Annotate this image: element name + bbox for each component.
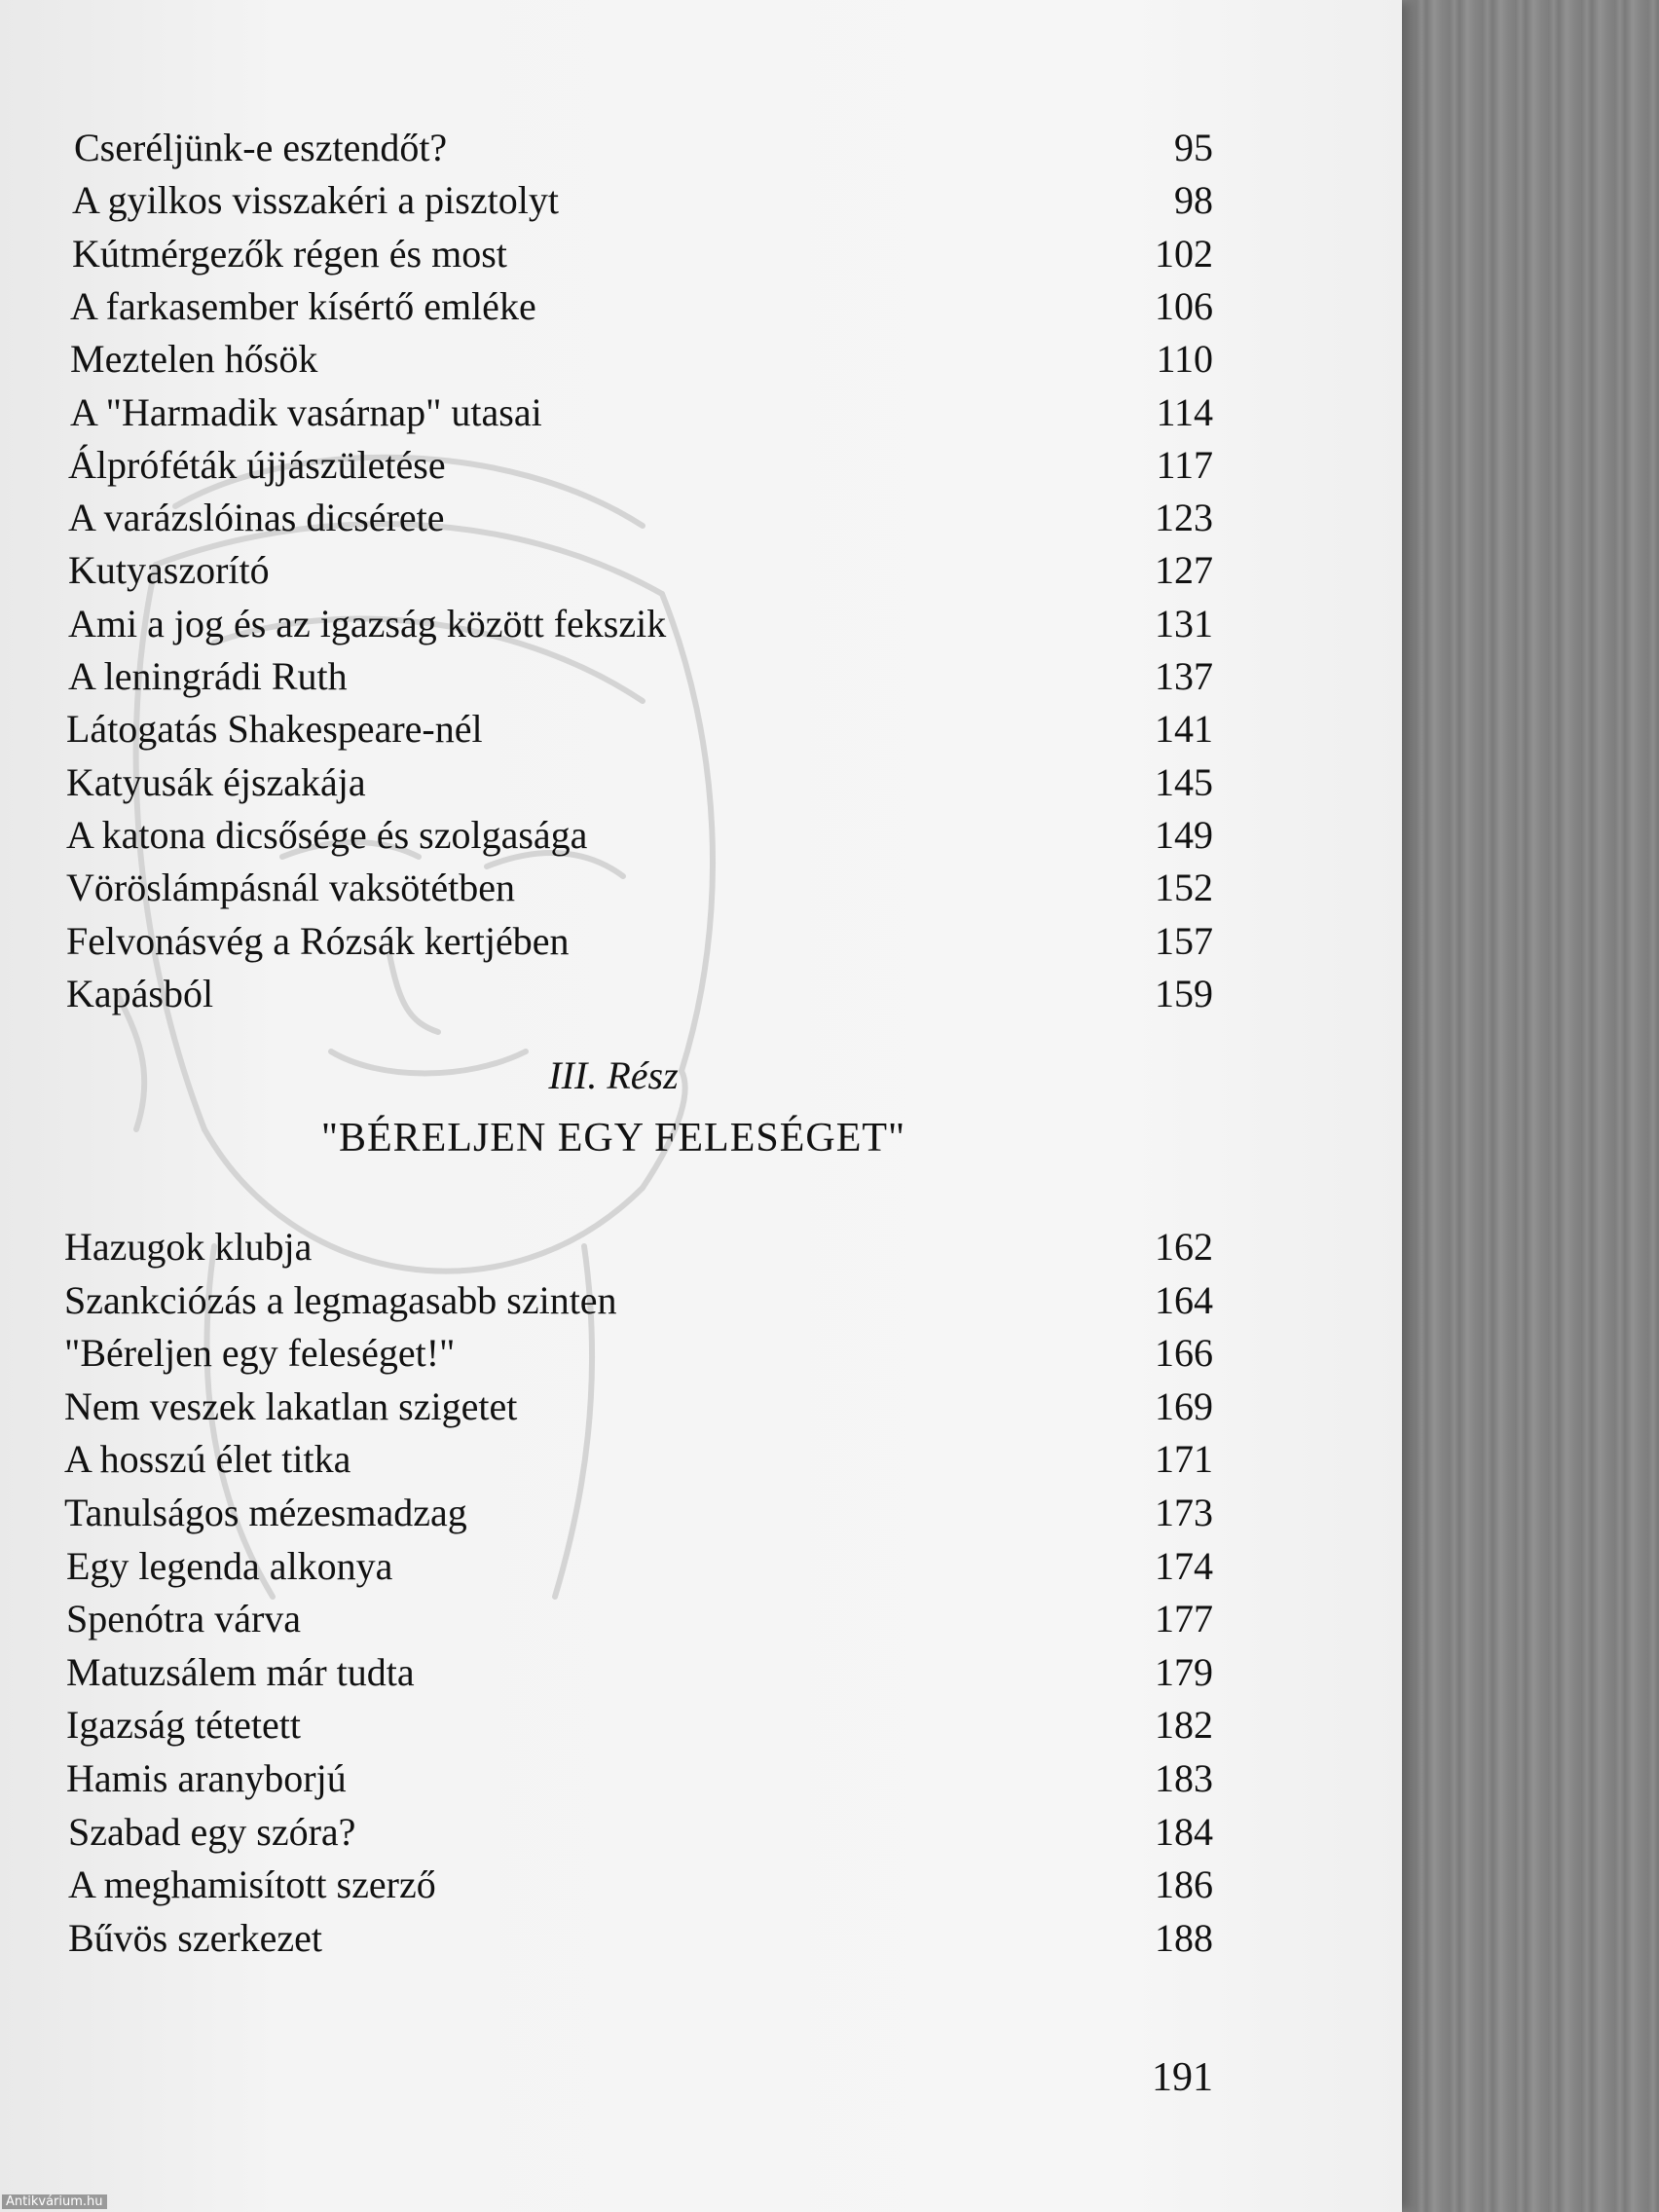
toc-entry-page-number: 171 (1155, 1437, 1213, 1482)
toc-entry-title: A meghamisított szerző (68, 1862, 436, 1907)
toc-entry (0, 1755, 1402, 1808)
toc-entry (0, 1224, 1402, 1276)
toc-entry-title: Egy legenda alkonya (66, 1543, 393, 1588)
toc-entry (0, 812, 1402, 865)
toc-entry (0, 283, 1402, 336)
toc-entry-page-number: 188 (1155, 1915, 1213, 1960)
toc-entry-page-number: 183 (1155, 1756, 1213, 1800)
toc-entry (0, 442, 1402, 495)
toc-entry (0, 971, 1402, 1023)
toc-entry (0, 336, 1402, 388)
toc-entry (0, 759, 1402, 812)
toc-entry-title: Spenótra várva (66, 1597, 302, 1641)
toc-entry (0, 918, 1402, 971)
toc-entry-title: Szankciózás a legmagasabb szinten (64, 1277, 617, 1322)
toc-entry-page-number: 102 (1155, 231, 1213, 276)
toc-entry-title: Kutyaszorító (68, 548, 270, 593)
toc-entry (0, 1436, 1402, 1489)
toc-entry-page-number: 95 (1174, 126, 1213, 169)
toc-entry-title: "Béreljen egy feleséget!" (64, 1331, 456, 1376)
toc-entry-page-number: 123 (1155, 496, 1213, 540)
toc-entry-page-number: 114 (1156, 389, 1213, 434)
toc-entry-title: Katyusák éjszakája (66, 759, 366, 804)
toc-entry (0, 1277, 1402, 1330)
toc-entry (0, 1702, 1402, 1754)
toc-entry (0, 1809, 1402, 1862)
toc-entry-page-number: 159 (1155, 971, 1213, 1015)
toc-entry-page-number: 169 (1155, 1383, 1213, 1428)
toc-entry-page-number: 177 (1155, 1597, 1213, 1641)
toc-entry-title: A varázslóinas dicsérete (68, 496, 445, 540)
toc-entry (0, 1649, 1402, 1702)
toc-entry (0, 125, 1402, 177)
toc-entry-page-number: 98 (1174, 178, 1213, 223)
toc-entry (0, 231, 1402, 283)
page-folio: 191 (1152, 2055, 1213, 2100)
watermark: Antikvárium.hu (2, 2194, 107, 2209)
toc-entry-page-number: 117 (1156, 442, 1213, 487)
toc-entry-title: Hazugok klubja (64, 1225, 313, 1269)
toc-entry-page-number: 149 (1155, 812, 1213, 857)
toc-entry-page-number: 152 (1155, 866, 1213, 910)
toc-entry (0, 1862, 1402, 1914)
toc-entry-title: Bűvös szerkezet (68, 1915, 323, 1960)
toc-entry-title: Matuzsálem már tudta (66, 1649, 415, 1694)
part-title: "BÉRELJEN EGY FELESÉGET" (320, 1116, 906, 1161)
toc-entry (0, 601, 1402, 653)
toc-entry-title: Igazság tétetett (66, 1703, 301, 1748)
toc-entry-title: Kútmérgezők régen és most (72, 231, 507, 276)
toc-entry-page-number: 106 (1155, 283, 1213, 328)
toc-entry-title: A leningrádi Ruth (68, 654, 348, 698)
toc-entry (0, 706, 1402, 758)
toc-entry-title: A farkasember kísértő emléke (70, 283, 536, 328)
toc-entry (0, 1915, 1402, 1968)
toc-entry (0, 653, 1402, 706)
toc-entry-title: Nem veszek lakatlan szigetet (64, 1383, 518, 1428)
toc-entry-title: Szabad egy szóra? (68, 1809, 356, 1854)
toc-entry-title: Kapásból (66, 971, 214, 1015)
toc-entry-page-number: 174 (1155, 1543, 1213, 1588)
toc-entry-title: A "Harmadik vasárnap" utasai (70, 389, 542, 434)
toc-entry-page-number: 182 (1155, 1703, 1213, 1748)
toc-entry-page-number: 166 (1155, 1331, 1213, 1376)
toc-entry-title: A katona dicsősége és szolgasága (66, 812, 588, 857)
toc-entry-title: Álpróféták újjászületése (68, 442, 446, 487)
toc-entry-page-number: 157 (1155, 918, 1213, 963)
toc-entry (0, 547, 1402, 600)
toc-entry-title: Meztelen hősök (70, 337, 318, 382)
toc-entry-page-number: 184 (1155, 1809, 1213, 1854)
toc-entry-page-number: 141 (1155, 707, 1213, 752)
toc-entry-page-number: 179 (1155, 1649, 1213, 1694)
toc-entry-title: A hosszú élet titka (64, 1437, 351, 1482)
toc-entry-page-number: 137 (1155, 654, 1213, 698)
toc-entry (0, 389, 1402, 442)
toc-entry (0, 1543, 1402, 1596)
toc-entry (0, 177, 1402, 230)
toc-entry (0, 865, 1402, 917)
toc-entry-title: Hamis aranyborjú (66, 1756, 347, 1800)
toc-entry-page-number: 164 (1155, 1277, 1213, 1322)
toc-entry-page-number: 131 (1155, 601, 1213, 645)
toc-entry (0, 1596, 1402, 1648)
toc-entry-title: Ami a jog és az igazság között fekszik (68, 601, 667, 645)
wooden-background (1382, 0, 1659, 2212)
toc-entry (0, 1330, 1402, 1382)
toc-entry (0, 1490, 1402, 1542)
toc-entry-title: Felvonásvég a Rózsák kertjében (66, 918, 570, 963)
toc-entry-page-number: 127 (1155, 548, 1213, 593)
toc-entry-page-number: 162 (1155, 1225, 1213, 1269)
toc-entry-title: Látogatás Shakespeare-nél (66, 707, 483, 752)
toc-entry-page-number: 186 (1155, 1862, 1213, 1907)
toc-entry-page-number: 145 (1155, 759, 1213, 804)
part-label: III. Rész (548, 1053, 679, 1097)
toc-entry-title: Tanulságos mézesmadzag (64, 1491, 467, 1534)
toc-entry-title: A gyilkos visszakéri a pisztolyt (72, 178, 559, 223)
toc-entry-title: Cseréljünk-e esztendőt? (74, 126, 448, 169)
toc-entry-title: Vöröslámpásnál vaksötétben (66, 866, 515, 910)
toc-entry-page-number: 173 (1155, 1491, 1213, 1534)
toc-entry-page-number: 110 (1156, 337, 1213, 382)
toc-entry (0, 1383, 1402, 1436)
toc-entry (0, 495, 1402, 547)
